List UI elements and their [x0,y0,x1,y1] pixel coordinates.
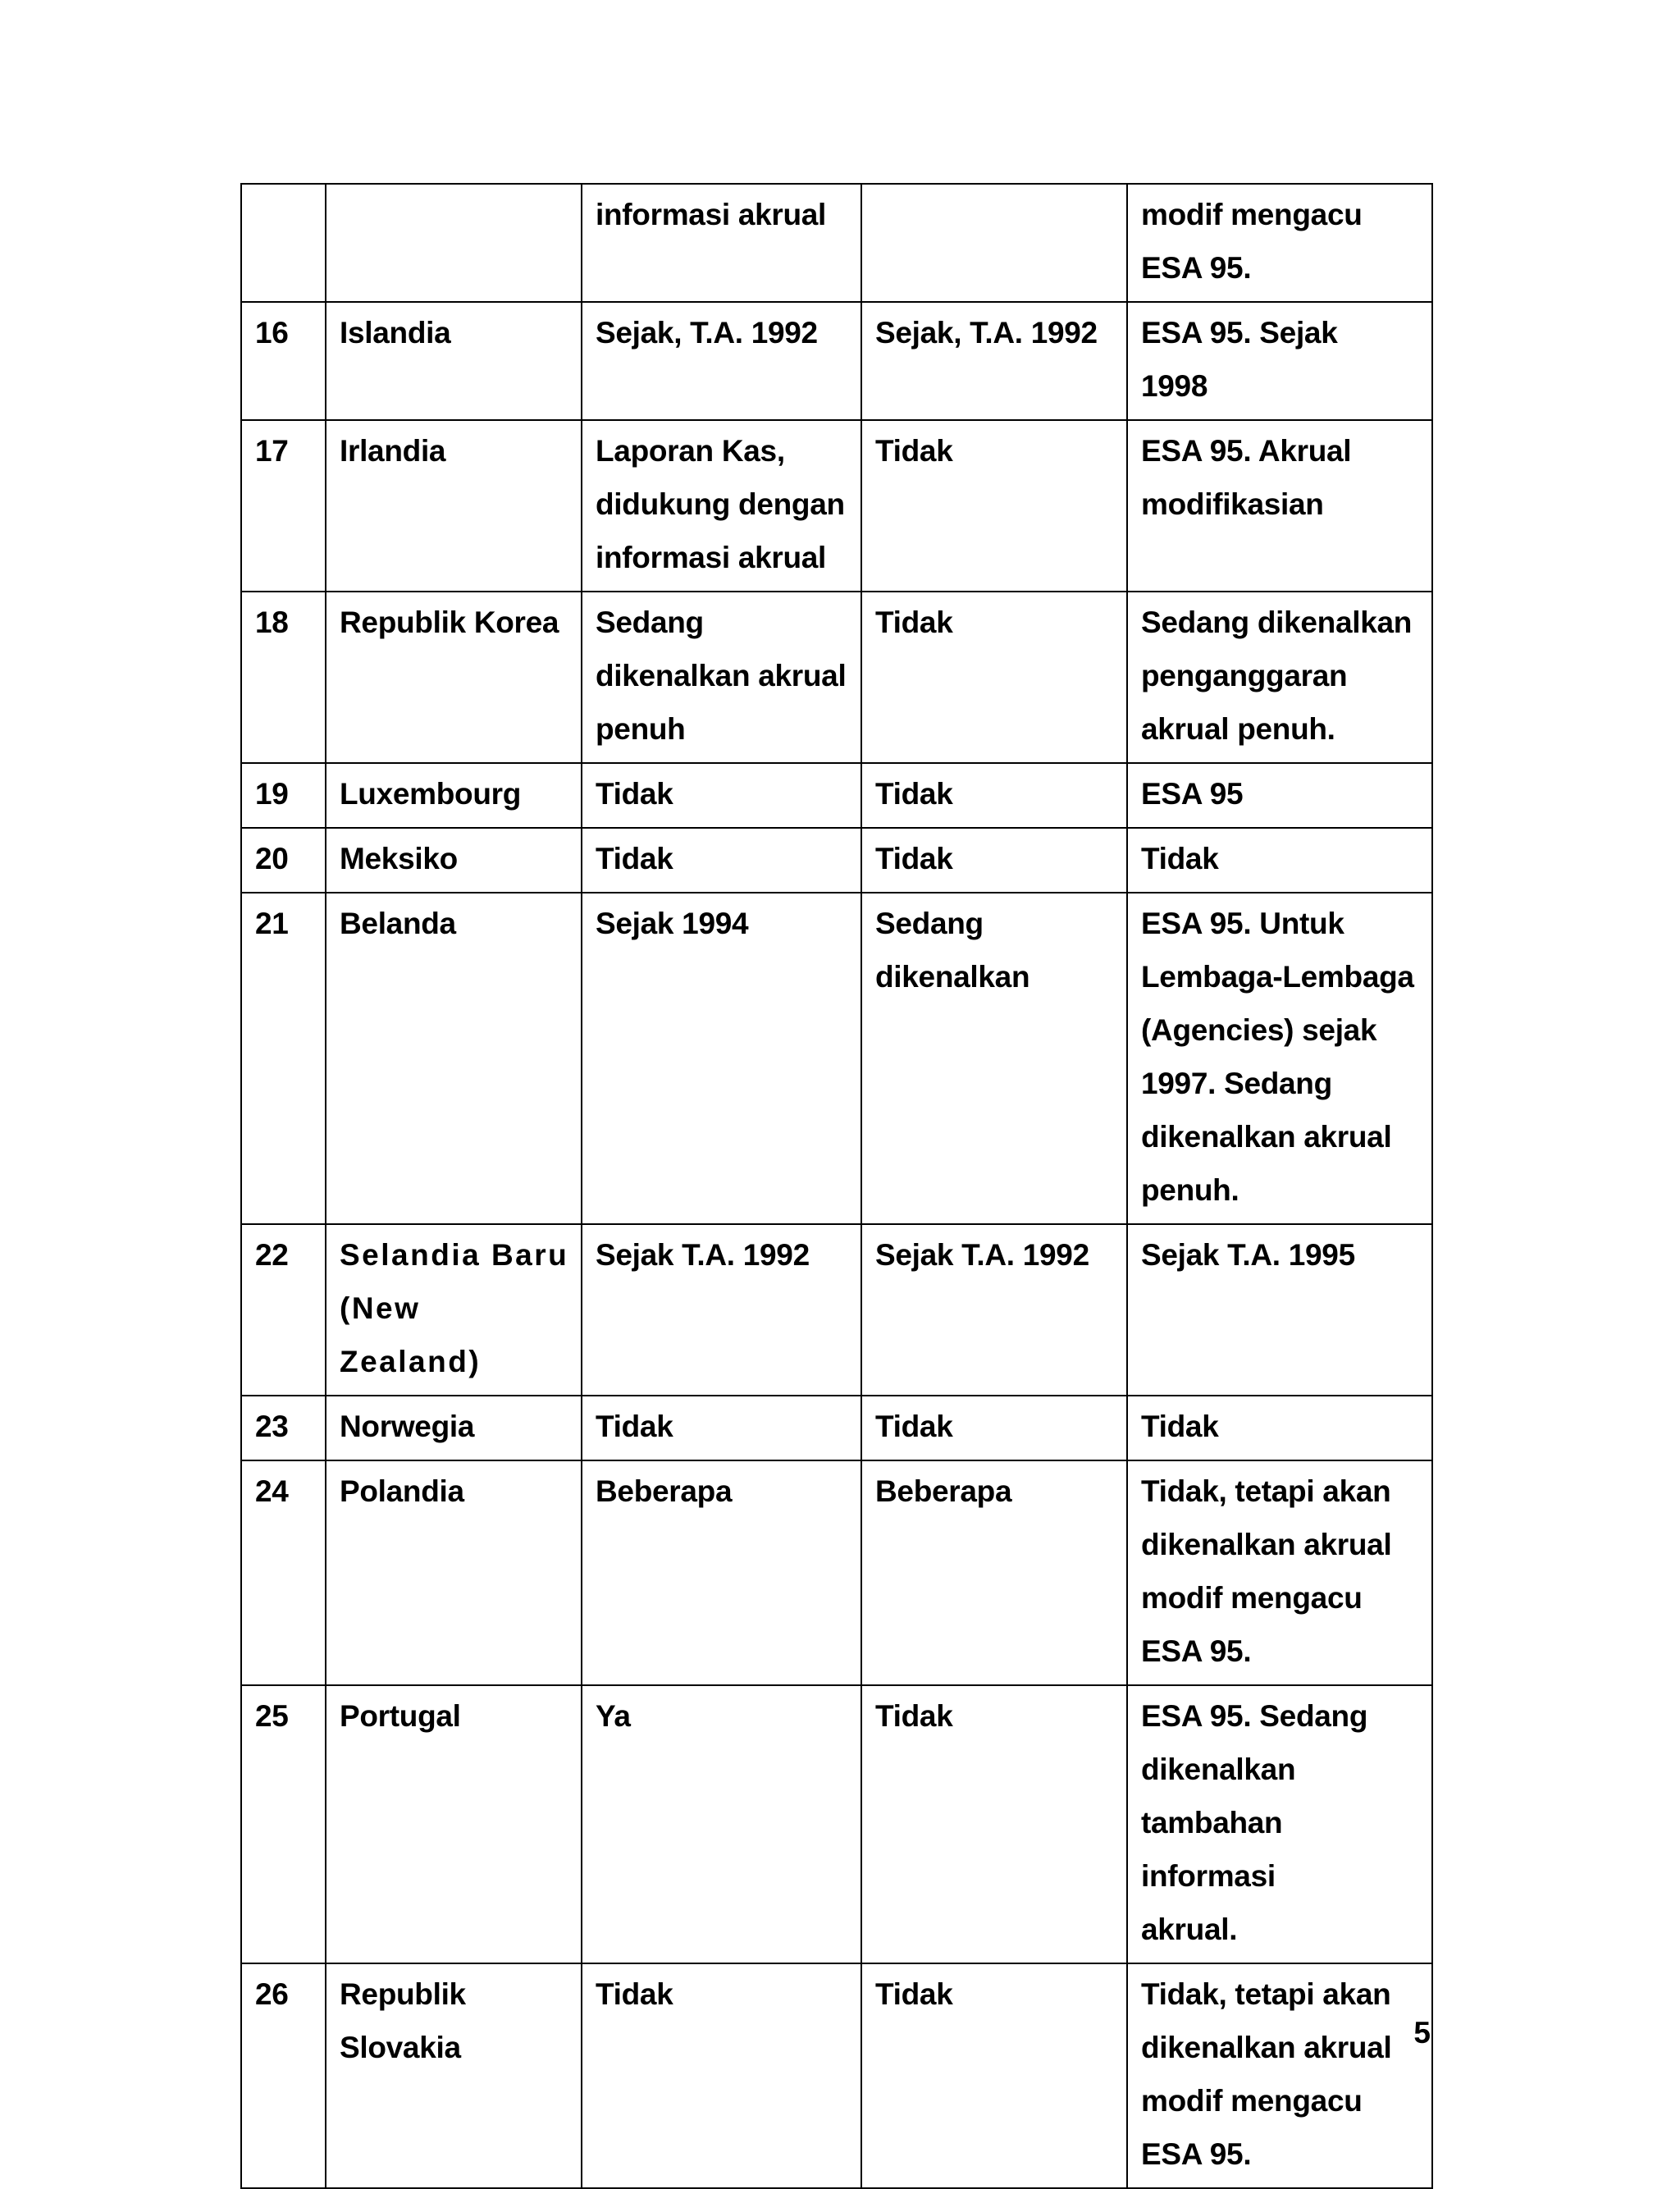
column-c-cell: ESA 95 [1127,763,1432,828]
country-cell: Irlandia [326,420,582,592]
column-b-cell [861,184,1127,302]
table-row [241,1460,1432,1685]
country-cell: Islandia [326,302,582,420]
table-row [241,828,1432,893]
row-number-cell [241,184,326,302]
table-row [241,420,1432,592]
country-cell: Republik Slovakia [326,1963,582,2188]
column-c-cell: ESA 95. Akrual modifikasian [1127,420,1432,592]
row-number-cell: 16 [241,302,326,420]
country-cell: Belanda [326,893,582,1224]
country-cell: Republik Korea [326,592,582,763]
column-a-cell: Beberapa [582,1460,861,1685]
column-b-cell: Tidak [861,592,1127,763]
column-b-cell: Tidak [861,1963,1127,2188]
column-c-cell: Tidak, tetapi akan dikenalkan akrual modif mengacu ESA 95. [1127,1963,1432,2188]
column-a-cell: Sejak 1994 [582,893,861,1224]
row-number-cell: 21 [241,893,326,1224]
column-a-cell: Tidak [582,1396,861,1460]
row-number-cell: 18 [241,592,326,763]
column-c-cell: Tidak [1127,828,1432,893]
column-a-cell: Laporan Kas, didukung dengan informasi akrual [582,420,861,592]
country-cell: Portugal [326,1685,582,1963]
column-b-cell: Tidak [861,763,1127,828]
table-row [241,1963,1432,2188]
column-b-cell: Beberapa [861,1460,1127,1685]
page-number: 5 [1413,2016,1431,2050]
column-b-cell: Sedang dikenalkan [861,893,1127,1224]
row-number-cell: 23 [241,1396,326,1460]
column-a-cell: Tidak [582,1963,861,2188]
column-b-cell: Tidak [861,828,1127,893]
column-a-cell: Ya [582,1685,861,1963]
row-number-cell: 17 [241,420,326,592]
column-a-cell: Tidak [582,763,861,828]
country-cell [326,184,582,302]
column-a-cell: informasi akrual [582,184,861,302]
row-number-cell: 20 [241,828,326,893]
country-cell: Polandia [326,1460,582,1685]
country-cell: Meksiko [326,828,582,893]
row-number-cell: 26 [241,1963,326,2188]
table-row [241,184,1432,302]
row-number-cell: 25 [241,1685,326,1963]
column-b-cell: Tidak [861,420,1127,592]
table-row [241,763,1432,828]
accrual-table [240,183,1433,2189]
column-b-cell: Sejak, T.A. 1992 [861,302,1127,420]
column-b-cell: Tidak [861,1685,1127,1963]
column-c-cell: Sedang dikenalkan penganggaran akrual penuh. [1127,592,1432,763]
column-c-cell: Sejak T.A. 1995 [1127,1224,1432,1396]
column-a-cell: Sedang dikenalkan akrual penuh [582,592,861,763]
table-row [241,592,1432,763]
column-c-cell: Tidak [1127,1396,1432,1460]
country-cell: Norwegia [326,1396,582,1460]
row-number-cell: 19 [241,763,326,828]
country-cell: Luxembourg [326,763,582,828]
column-c-cell: ESA 95. Sejak 1998 [1127,302,1432,420]
column-a-cell: Sejak T.A. 1992 [582,1224,861,1396]
column-c-cell: ESA 95. Untuk Lembaga-Lembaga (Agencies) sejak 1997. Sedang dikenalkan akrual penuh. [1127,893,1432,1224]
table-row [241,1224,1432,1396]
country-cell: Selandia Baru (New Zealand) [326,1224,582,1396]
table-row [241,302,1432,420]
column-b-cell: Sejak T.A. 1992 [861,1224,1127,1396]
column-a-cell: Sejak, T.A. 1992 [582,302,861,420]
table-row [241,1685,1432,1963]
row-number-cell: 24 [241,1460,326,1685]
column-a-cell: Tidak [582,828,861,893]
row-number-cell: 22 [241,1224,326,1396]
table-row [241,893,1432,1224]
column-c-cell: modif mengacu ESA 95. [1127,184,1432,302]
column-c-cell: ESA 95. Sedang dikenalkan tambahan informasi akrual. [1127,1685,1432,1963]
column-b-cell: Tidak [861,1396,1127,1460]
column-c-cell: Tidak, tetapi akan dikenalkan akrual modif mengacu ESA 95. [1127,1460,1432,1685]
table-row [241,1396,1432,1460]
